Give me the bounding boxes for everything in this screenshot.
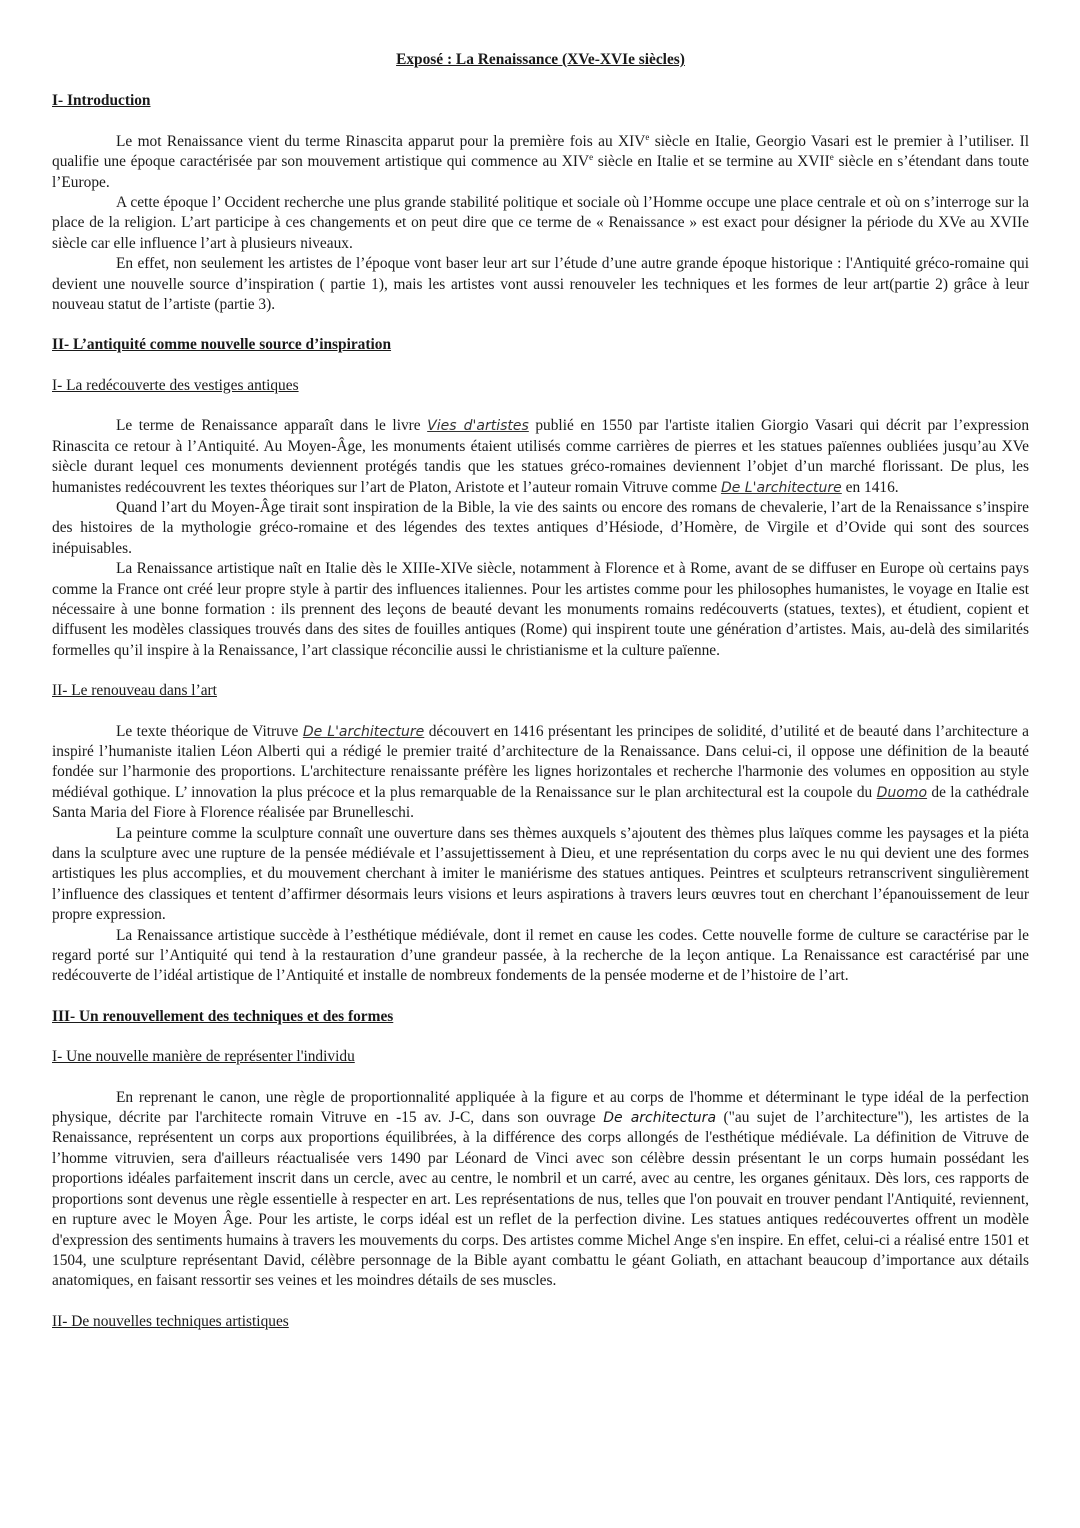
paragraph: Le terme de Renaissance apparaît dans le livre Vies d'artistes publié en 1550 par l'artiste italien Giorgio Vasari qui décrit par l’expression Rinascita ce retour à l’Antiquité. Au Moyen-Âge, les monuments étaient utilisés comme carrières de pierres et les statues païennes oubliées jusqu’au XVe siècle durant lequel ces monuments deviennent protégés tandis que les statues gréco-romaines deviennent l’objet d’un marché florissant. De plus, les humanistes redécouvrent les textes théoriques sur l’art de Platon, Aristote et l’auteur romain Vitruve comme De L'architecture en 1416. (52, 417, 1030, 496)
paragraph: A cette époque l’ Occident recherche une plus grande stabilité politique et sociale où l’Homme occupe une place centrale et où on s’interroge sur la place de la religion. L’art participe à ces changements et on peut dire que ce terme de « Renaissance » est exact pour désigner la période du XVe au XVIIe siècle car elle influence l’art à plusieurs niveaux. (52, 194, 1029, 252)
paragraph: La Renaissance artistique naît en Italie dès le XIIIe-XIVe siècle, notamment à Florence et à Rome, avant de se diffuser en Europe où certains pays comme la France ont créé leur propre style à partir des influences italiennes. Pour les artistes comme pour les philosophes humanistes, le voyage en Italie est nécessaire à une bonne formation : ils prennent des leçons de beauté devant les monuments romains redécouverts (statues, textes), et étudient, copient et diffusent les modèles classiques trouvés dans des sites de fouilles antiques (Rome) qui inspirent toute une génération d’artistes. Mais, au-delà des similarités formelles qu’il inspire à la Renaissance, l’art classique réconcilie aussi le christianisme et la culture païenne. (52, 560, 1029, 659)
duomo-reference-link[interactable]: Duomo (876, 784, 928, 801)
book-reference: De architectura (603, 1110, 717, 1127)
subsection-heading-individu: I- Une nouvelle manière de représenter l'individu (52, 1048, 355, 1066)
paragraph: En effet, non seulement les artistes de l’époque vont baser leur art sur l’étude d’une autre grande époque historique : l'Antiquité gréco-romaine qui devient une nouvelle source d’inspiration ( partie 1), mais les artistes vont aussi renouveler les techniques et les formes de leur art(partie 2) grâce à leur nouveau statut de l’artiste (partie 3). (52, 255, 1029, 314)
individu-body (52, 1088, 1029, 1292)
section-heading-renouvellement: III- Un renouvellement des techniques et des formes (52, 1007, 394, 1025)
document-page (52, 50, 1029, 1352)
paragraph: La peinture comme la sculpture connaît une ouverture dans ses thèmes auxquels s’ajoutent des thèmes plus laïques comme les paysages et la piéta dans la sculpture avec une rupture de la pensée médiévale et l’assujettissement à Dieu, et une représentation du corps avec le nu qui devient une des formes artistiques les plus accomplies, et du mouvement cherchant à imiter le maniérisme des statues antiques. Peintres et sculpteurs retranscrivent singulièrement l’influence des classiques et tentent d’affirmer désormais leurs visions et leurs aspirations à travers leurs œuvres tout en cherchant l’épanouissement de leur propre expression. (52, 824, 1029, 924)
section-heading-antiquite: II- L’antiquité comme nouvelle source d’inspiration (52, 336, 392, 354)
paragraph: Le texte théorique de Vitruve De L'architecture découvert en 1416 présentant les principes de solidité, d’utilité et de beauté dans l’architecture a inspiré l’humaniste italien Léon Alberti qui a rédigé le premier traité d’architecture de la Renaissance. Dans celui-ci, il oppose une définition de la beauté fondée sur l’harmonie des proportions. L'architecture renaissante préfère les lignes horizontales et recherche l'harmonie des volumes en opposition au style médiéval gothique. L’ innovation la plus précoce et la plus remarquable de la Renaissance sur le plan architectural est la coupole du Duomo de la cathédrale Santa Maria del Fiore à Florence réalisée par Brunelleschi. (52, 722, 1029, 822)
book-reference-link[interactable]: De L'architecture (720, 479, 842, 496)
subsection-heading-vestiges: I- La redécouverte des vestiges antiques (52, 376, 299, 394)
paragraph: En reprenant le canon, une règle de proportionnalité appliquée à la figure et au corps de l'homme et déterminant le type idéal de la perfection physique, décrite par l'architecte romain Vitruve en -15 av. J-C, dans son ouvrage De architectura ("au sujet de l’architecture"), les artistes de la Renaissance, représentent un corps aux proportions équilibrées, à la différence des corps allongés de l'esthétique médiévale. La définition de Vitruve de l’homme vitruvien, sera d'ailleurs réactualisée vers 1490 par Léonard de Vinci avec son célèbre dessin présentant le un corps humain possédant les proportions idéales parfaitement inscrit dans un cercle, avec au centre, le nombril et un carré, avec au centre, les organes génitaux. Dès lors, ces rapports de proportions sont devenus une règle essentielle à respecter en art. Les représentations de nus, telles que l'on pouvait en trouver pendant l'Antiquité, reviennent, en rupture avec le Moyen Âge. Pour les artiste, le corps idéal est un reflet de la perfection divine. Les statues antiques redécouvertes offrent un modèle d'expression des sentiments humains à travers les mouvements du corps. Des artistes comme Michel Ange s'en inspire. En effet, celui-ci a réalisé entre 1501 et 1504, une sculpture représentant David, célèbre personnage de la Bible ayant combattu le géant Goliath, en attachant beaucoup d’importance aux détails anatomiques, en faisant ressortir ses veines et les moindres détails de ses muscles. (52, 1088, 1030, 1290)
renouveau-body (52, 722, 1029, 987)
section-heading-introduction: I- Introduction (52, 92, 151, 110)
vestiges-body (52, 416, 1029, 661)
paragraph: Le mot Renaissance vient du terme Rinascita apparut pour la première fois au XIVe siècle en Italie, Georgio Vasari est le premier à l’utiliser. Il qualifie une époque caractérisée par son mouvement artistique qui commence au XIVe siècle en Italie et se termine au XVIIe siècle en s’étendant dans toute l’Europe. (52, 131, 1030, 191)
document-title: Exposé : La Renaissance (XVe-XVIe siècles) (396, 51, 685, 68)
paragraph: La Renaissance artistique succède à l’esthétique médiévale, dont il remet en cause les codes. Cette nouvelle forme de culture se caractérise par le regard porté sur l’Antiquité qui tend à la restauration d’une grandeur passée, à la recherche de la leçon antique. La Renaissance est caractérisé par une redécouverte de l’idéal artistique de l’Antiquité et installe de nombreux fondements de la pensée moderne et de l’histoire de l’art. (52, 926, 1029, 985)
introduction-body (52, 132, 1029, 316)
book-reference-link[interactable]: Vies d'artistes (427, 418, 529, 435)
subsection-heading-renouveau: II- Le renouveau dans l’art (52, 682, 217, 700)
paragraph: Quand l’art du Moyen-Âge tirait sont inspiration de la Bible, la vie des saints ou encore des romans de chevalerie, l’art de la Renaissance s’inspire des histoires de la mythologie gréco-romaine et des légendes des textes antiques d’Hésiode, d’Homère, de Virgile et d’Ovide qui sont des sources inépuisables. (52, 498, 1029, 557)
subsection-heading-techniques: II- De nouvelles techniques artistiques (52, 1312, 289, 1330)
book-reference-link[interactable]: De L'architecture (302, 723, 425, 740)
